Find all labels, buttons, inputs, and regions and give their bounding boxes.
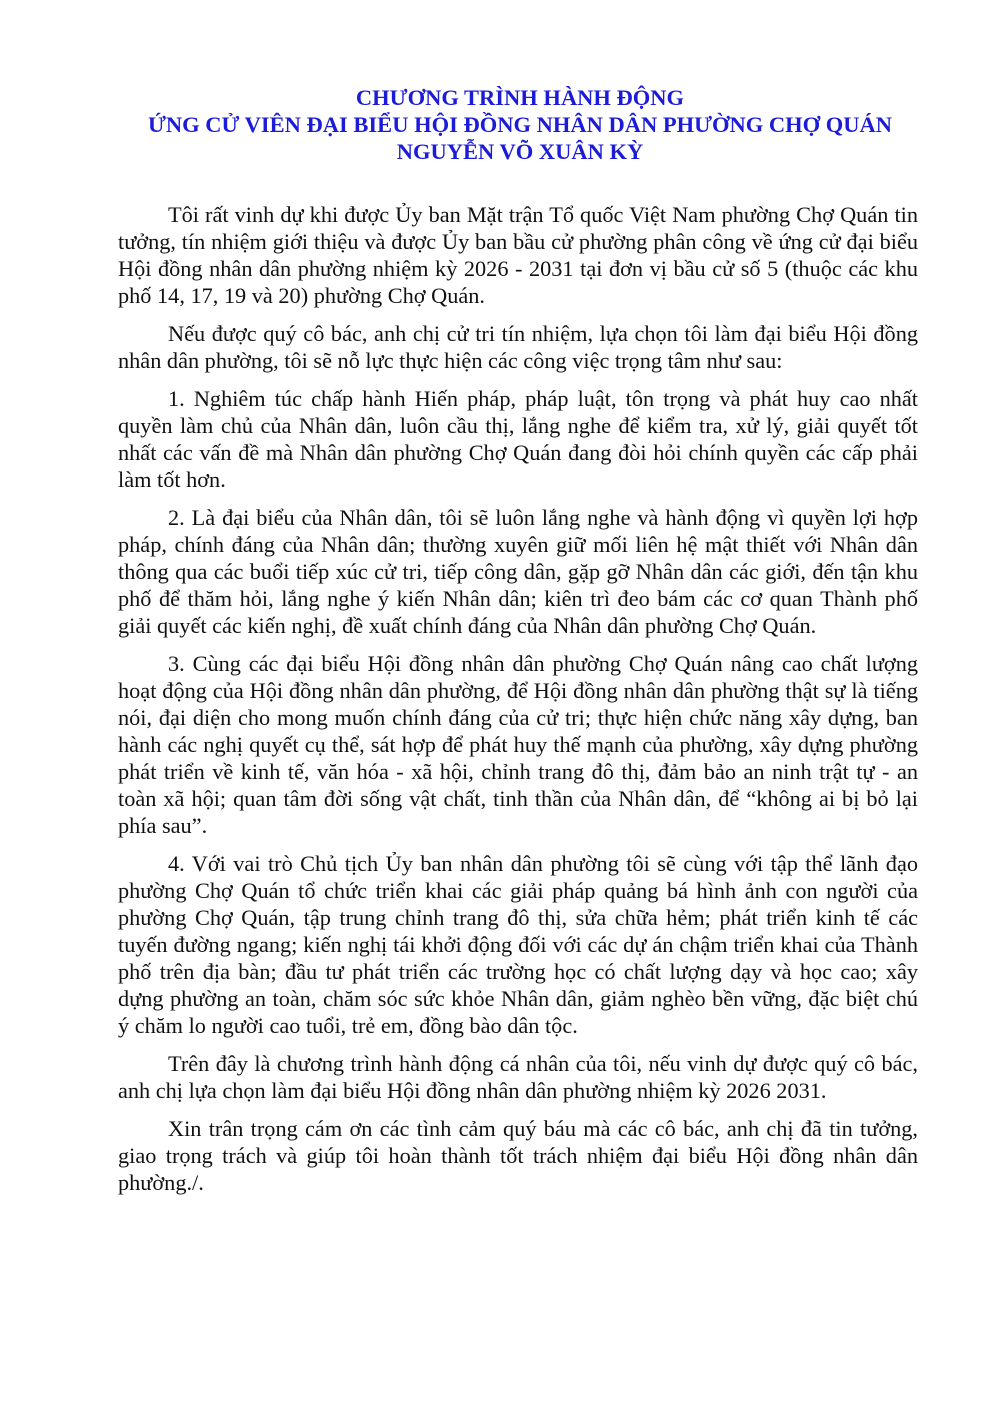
paragraph-introduction: Tôi rất vinh dự khi được Ủy ban Mặt trận Tổ quốc Việt Nam phường Chợ Quán tin tưởng, tín nhiệm giới thiệu và được Ủy ban bầu cử phường phân công về ứng cử đại biểu Hội đồng nhân dân phường nhiệm kỳ 2026 - 2031 tại đơn vị bầu cử số 5 (thuộc các khu phố 14, 17, 19 và 20) phường Chợ Quán.: [118, 202, 918, 308]
paragraph-thanks: Xin trân trọng cám ơn các tình cảm quý báu mà các cô bác, anh chị đã tin tưởng, giao trọng trách và giúp tôi hoàn thành tốt trách nhiệm đại biểu Hội đồng nhân dân phường./.: [118, 1116, 918, 1195]
paragraph-item-1: 1. Nghiêm túc chấp hành Hiến pháp, pháp luật, tôn trọng và phát huy cao nhất quyền làm chủ của Nhân dân, luôn cầu thị, lắng nghe để kiểm tra, xử lý, giải quyết tốt nhất các vấn đề mà Nhân dân phường Chợ Quán đang đòi hỏi chính quyền các cấp phải làm tốt hơn.: [118, 386, 918, 492]
paragraph-item-3: 3. Cùng các đại biểu Hội đồng nhân dân phường Chợ Quán nâng cao chất lượng hoạt động của Hội đồng nhân dân phường, để Hội đồng nhân dân phường thật sự là tiếng nói, đại diện cho mong muốn chính đáng của cử tri; thực hiện chức năng xây dựng, ban hành các nghị quyết cụ thể, sát hợp để phát huy thế mạnh của phường, xây dựng phường phát triển về kinh tế, văn hóa - xã hội, chỉnh trang đô thị, đảm bảo an ninh trật tự - an toàn xã hội; quan tâm đời sống vật chất, tinh thần của Nhân dân, để “không ai bị bỏ lại phía sau”.: [118, 651, 918, 838]
paragraph-item-2: 2. Là đại biểu của Nhân dân, tôi sẽ luôn lắng nghe và hành động vì quyền lợi hợp pháp, chính đáng của Nhân dân; thường xuyên giữ mối liên hệ mật thiết với Nhân dân thông qua các buổi tiếp xúc cử tri, tiếp công dân, gặp gỡ Nhân dân các giới, đến tận khu phố để thăm hỏi, lắng nghe ý kiến Nhân dân; kiên trì đeo bám các cơ quan Thành phố giải quyết các kiến nghị, đề xuất chính đáng của Nhân dân phường Chợ Quán.: [118, 505, 918, 638]
title-line-1: CHƯƠNG TRÌNH HÀNH ĐỘNG: [355, 85, 685, 110]
paragraph-item-4: 4. Với vai trò Chủ tịch Ủy ban nhân dân phường tôi sẽ cùng với tập thể lãnh đạo phường Chợ Quán tổ chức triển khai các giải pháp quảng bá hình ảnh con người của phường Chợ Quán, tập trung chỉnh trang đô thị, sửa chữa hẻm; phát triển kinh tế các tuyến đường ngang; kiến nghị tái khởi động đối với các dự án chậm triển khai của Thành phố trên địa bàn; đầu tư phát triển các trường học có chất lượng dạy và học cao; xây dựng phường an toàn, chăm sóc sức khỏe Nhân dân, giảm nghèo bền vững, đặc biệt chú ý chăm lo người cao tuổi, trẻ em, đồng bào dân tộc.: [118, 851, 918, 1038]
title-line-3: NGUYỄN VÕ XUÂN KỲ: [396, 139, 644, 164]
title-line-2: ỨNG CỬ VIÊN ĐẠI BIỂU HỘI ĐỒNG NHÂN DÂN PHƯỜNG CHỢ QUÁN: [148, 112, 892, 137]
document-title: [80, 84, 960, 165]
paragraph-summary: Trên đây là chương trình hành động cá nhân của tôi, nếu vinh dự được quý cô bác, anh chị lựa chọn làm đại biểu Hội đồng nhân dân phường nhiệm kỳ 2026 2031.: [118, 1051, 918, 1103]
paragraph-commitment: Nếu được quý cô bác, anh chị cử tri tín nhiệm, lựa chọn tôi làm đại biểu Hội đồng nhân dân phường, tôi sẽ nỗ lực thực hiện các công việc trọng tâm như sau:: [118, 321, 918, 373]
document-body: [118, 201, 918, 1207]
